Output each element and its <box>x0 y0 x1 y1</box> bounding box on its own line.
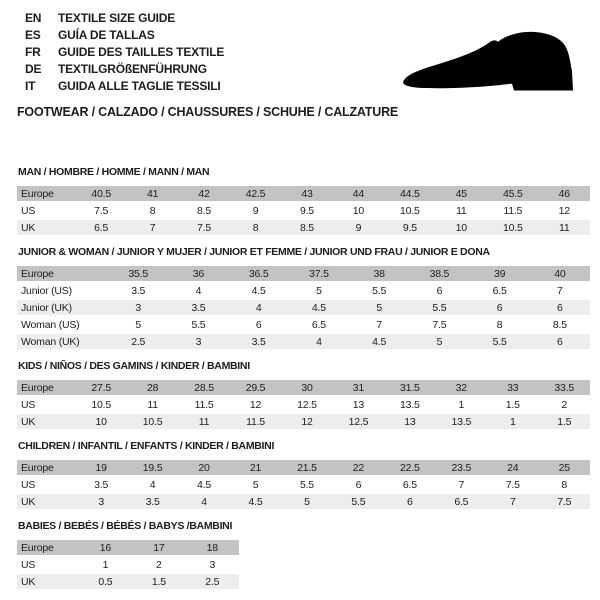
language-label: TEXTILGRÖßENFÜHRUNG <box>58 62 207 76</box>
size-cell: 4.5 <box>178 477 229 492</box>
size-cell: 35.5 <box>108 266 168 281</box>
size-cell: 4 <box>229 300 289 315</box>
size-cell: 12.5 <box>281 397 332 412</box>
size-cell: 0.5 <box>79 574 132 589</box>
size-cell: 36.5 <box>229 266 289 281</box>
size-cell: 31 <box>333 380 384 395</box>
size-cell: 4 <box>127 477 178 492</box>
size-cell: 41 <box>127 186 178 201</box>
size-cell: 8 <box>230 220 281 235</box>
language-code: FR <box>25 45 41 59</box>
size-cell: 3 <box>75 494 126 509</box>
size-cell: 42.5 <box>230 186 281 201</box>
size-cell: 6 <box>470 300 530 315</box>
table-row <box>17 397 590 412</box>
row-label: US <box>17 557 79 572</box>
size-cell: 3.5 <box>108 283 168 298</box>
table-row <box>17 334 590 349</box>
size-cell: 44.5 <box>384 186 435 201</box>
size-cell: 27.5 <box>75 380 126 395</box>
size-cell: 30 <box>281 380 332 395</box>
size-cell: 1 <box>487 414 538 429</box>
table-row <box>17 477 590 492</box>
size-cell: 9 <box>230 203 281 218</box>
table-row <box>17 266 590 281</box>
size-cell: 8.5 <box>530 317 590 332</box>
language-code: IT <box>25 79 36 93</box>
size-cell: 3 <box>108 300 168 315</box>
shoe-icon <box>396 28 576 99</box>
language-label: GUIDE DES TAILLES TEXTILE <box>58 45 225 59</box>
table-row <box>17 414 590 429</box>
size-cell: 7 <box>436 477 487 492</box>
row-label: Woman (UK) <box>17 334 108 349</box>
size-cell: 46 <box>539 186 591 201</box>
size-cell: 22.5 <box>384 460 435 475</box>
row-label: Junior (US) <box>17 283 108 298</box>
table-row <box>17 557 239 572</box>
size-cell: 21.5 <box>281 460 332 475</box>
size-cell: 7.5 <box>487 477 538 492</box>
language-list <box>25 10 224 95</box>
size-table-section <box>17 166 590 237</box>
row-label: US <box>17 477 75 492</box>
size-table <box>17 184 590 237</box>
size-cell: 10 <box>436 220 487 235</box>
size-cell: 38.5 <box>409 266 469 281</box>
size-cell: 45.5 <box>487 186 538 201</box>
section-title: KIDS / NIÑOS / DES GAMINS / KINDER / BAMBINI <box>18 360 250 372</box>
size-cell: 29.5 <box>230 380 281 395</box>
size-cell: 6.5 <box>384 477 435 492</box>
size-cell: 9.5 <box>281 203 332 218</box>
size-table <box>17 264 590 351</box>
row-label: Woman (US) <box>17 317 108 332</box>
size-cell: 10.5 <box>384 203 435 218</box>
size-cell: 3.5 <box>75 477 126 492</box>
size-cell: 6.5 <box>470 283 530 298</box>
size-cell: 7 <box>349 317 409 332</box>
row-label: Europe <box>17 380 75 395</box>
row-label: Junior (UK) <box>17 300 108 315</box>
size-cell: 13 <box>384 414 435 429</box>
size-cell: 25 <box>539 460 591 475</box>
size-table <box>17 538 239 591</box>
size-cell: 1.5 <box>132 574 185 589</box>
size-cell: 33.5 <box>539 380 591 395</box>
size-cell: 40 <box>530 266 590 281</box>
row-label: UK <box>17 220 75 235</box>
size-cell: 7 <box>487 494 538 509</box>
size-cell: 39 <box>470 266 530 281</box>
size-cell: 3.5 <box>229 334 289 349</box>
size-cell: 2 <box>539 397 591 412</box>
language-code: EN <box>25 11 42 25</box>
size-cell: 22 <box>333 460 384 475</box>
size-cell: 2 <box>132 557 185 572</box>
size-cell: 7.5 <box>409 317 469 332</box>
size-cell: 16 <box>79 540 132 555</box>
size-cell: 21 <box>230 460 281 475</box>
size-cell: 5 <box>289 283 349 298</box>
size-cell: 28.5 <box>178 380 229 395</box>
size-cell: 4 <box>168 283 228 298</box>
row-label: UK <box>17 494 75 509</box>
size-cell: 40.5 <box>75 186 126 201</box>
size-cell: 5.5 <box>168 317 228 332</box>
size-cell: 3.5 <box>127 494 178 509</box>
table-row <box>17 460 590 475</box>
size-cell: 4.5 <box>229 283 289 298</box>
shoe-icon-svg <box>396 28 576 94</box>
size-cell: 7 <box>530 283 590 298</box>
size-cell: 17 <box>132 540 185 555</box>
size-cell: 19.5 <box>127 460 178 475</box>
size-cell: 20 <box>178 460 229 475</box>
size-cell: 13.5 <box>436 414 487 429</box>
size-cell: 23.5 <box>436 460 487 475</box>
size-cell: 42 <box>178 186 229 201</box>
size-cell: 3 <box>168 334 228 349</box>
size-cell: 7 <box>127 220 178 235</box>
size-cell: 4 <box>289 334 349 349</box>
size-cell: 6 <box>409 283 469 298</box>
table-row <box>17 380 590 395</box>
size-cell: 9.5 <box>384 220 435 235</box>
size-cell: 7.5 <box>539 494 591 509</box>
table-row <box>17 203 590 218</box>
size-cell: 11 <box>539 220 591 235</box>
size-cell: 6.5 <box>289 317 349 332</box>
table-row <box>17 317 590 332</box>
size-cell: 11 <box>127 397 178 412</box>
size-cell: 31.5 <box>384 380 435 395</box>
size-cell: 6 <box>530 334 590 349</box>
size-cell: 2.5 <box>186 574 239 589</box>
size-cell: 1 <box>79 557 132 572</box>
size-cell: 6 <box>229 317 289 332</box>
size-cell: 12 <box>539 203 591 218</box>
size-cell: 1.5 <box>539 414 591 429</box>
size-cell: 4.5 <box>289 300 349 315</box>
table-row <box>17 540 239 555</box>
size-cell: 6 <box>530 300 590 315</box>
table-row <box>17 220 590 235</box>
size-cell: 4 <box>178 494 229 509</box>
size-cell: 4.5 <box>230 494 281 509</box>
size-cell: 9 <box>333 220 384 235</box>
size-cell: 8 <box>470 317 530 332</box>
size-cell: 11 <box>178 414 229 429</box>
size-cell: 6.5 <box>436 494 487 509</box>
size-cell: 32 <box>436 380 487 395</box>
size-table-section <box>17 246 590 351</box>
row-label: US <box>17 397 75 412</box>
size-cell: 13 <box>333 397 384 412</box>
size-table <box>17 378 590 431</box>
language-row <box>25 78 224 95</box>
row-label: US <box>17 203 75 218</box>
size-cell: 5.5 <box>470 334 530 349</box>
size-table-section <box>17 520 590 591</box>
row-label: Europe <box>17 266 108 281</box>
section-title: BABIES / BEBÉS / BÉBÉS / BABYS /BAMBINI <box>18 520 233 532</box>
size-cell: 6 <box>333 477 384 492</box>
table-row <box>17 186 590 201</box>
table-row <box>17 574 239 589</box>
size-cell: 36 <box>168 266 228 281</box>
language-code: DE <box>25 62 42 76</box>
size-cell: 10 <box>75 414 126 429</box>
size-cell: 8.5 <box>281 220 332 235</box>
size-cell: 5 <box>108 317 168 332</box>
size-cell: 6 <box>384 494 435 509</box>
size-cell: 5.5 <box>333 494 384 509</box>
row-label: Europe <box>17 186 75 201</box>
size-cell: 11.5 <box>487 203 538 218</box>
language-row <box>25 10 224 27</box>
size-cell: 7.5 <box>178 220 229 235</box>
size-cell: 1 <box>436 397 487 412</box>
size-cell: 28 <box>127 380 178 395</box>
size-table <box>17 458 590 511</box>
table-row <box>17 494 590 509</box>
size-cell: 5.5 <box>281 477 332 492</box>
size-cell: 12 <box>230 397 281 412</box>
size-cell: 18 <box>186 540 239 555</box>
language-row <box>25 27 224 44</box>
size-cell: 10.5 <box>487 220 538 235</box>
size-cell: 33 <box>487 380 538 395</box>
size-table-section <box>17 440 590 511</box>
section-title: JUNIOR & WOMAN / JUNIOR Y MUJER / JUNIOR ET FEMME / JUNIOR UND FRAU / JUNIOR E DONA <box>18 246 490 258</box>
category-line: FOOTWEAR / CALZADO / CHAUSSURES / SCHUHE / CALZATURE <box>17 105 399 119</box>
size-cell: 8 <box>539 477 591 492</box>
size-cell: 5 <box>349 300 409 315</box>
row-label: Europe <box>17 540 79 555</box>
size-cell: 38 <box>349 266 409 281</box>
language-row <box>25 61 224 78</box>
language-label: TEXTILE SIZE GUIDE <box>58 11 176 25</box>
row-label: Europe <box>17 460 75 475</box>
size-cell: 12.5 <box>333 414 384 429</box>
size-cell: 11.5 <box>230 414 281 429</box>
row-label: UK <box>17 414 75 429</box>
language-code: ES <box>25 28 41 42</box>
size-guide-sections <box>17 166 590 600</box>
size-cell: 5 <box>230 477 281 492</box>
table-row <box>17 300 590 315</box>
size-cell: 24 <box>487 460 538 475</box>
size-cell: 3.5 <box>168 300 228 315</box>
size-cell: 8.5 <box>178 203 229 218</box>
size-cell: 5 <box>409 334 469 349</box>
size-cell: 19 <box>75 460 126 475</box>
language-row <box>25 44 224 61</box>
size-cell: 6.5 <box>75 220 126 235</box>
size-cell: 1.5 <box>487 397 538 412</box>
size-cell: 11 <box>436 203 487 218</box>
size-cell: 45 <box>436 186 487 201</box>
size-cell: 43 <box>281 186 332 201</box>
size-cell: 5 <box>281 494 332 509</box>
size-cell: 5.5 <box>409 300 469 315</box>
language-label: GUÍA DE TALLAS <box>58 28 155 42</box>
size-cell: 10 <box>333 203 384 218</box>
size-cell: 13.5 <box>384 397 435 412</box>
size-cell: 44 <box>333 186 384 201</box>
size-cell: 3 <box>186 557 239 572</box>
size-cell: 10.5 <box>127 414 178 429</box>
section-title: MAN / HOMBRE / HOMME / MANN / MAN <box>18 166 210 178</box>
language-label: GUIDA ALLE TAGLIE TESSILI <box>58 79 221 93</box>
size-cell: 8 <box>127 203 178 218</box>
size-cell: 11.5 <box>178 397 229 412</box>
size-table-section <box>17 360 590 431</box>
row-label: UK <box>17 574 79 589</box>
section-title: CHILDREN / INFANTIL / ENFANTS / KINDER / BAMBINI <box>18 440 275 452</box>
size-cell: 7.5 <box>75 203 126 218</box>
size-cell: 5.5 <box>349 283 409 298</box>
size-cell: 4.5 <box>349 334 409 349</box>
size-cell: 12 <box>281 414 332 429</box>
size-cell: 37.5 <box>289 266 349 281</box>
table-row <box>17 283 590 298</box>
size-cell: 2.5 <box>108 334 168 349</box>
size-cell: 10.5 <box>75 397 126 412</box>
